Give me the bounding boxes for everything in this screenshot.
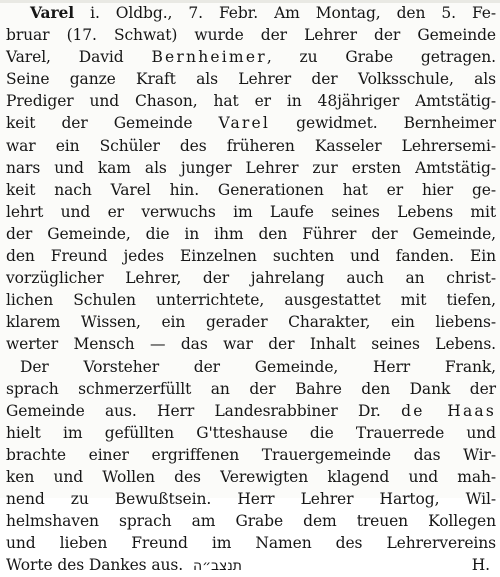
obituary-article xyxy=(6,2,496,576)
article-line-6-pre: keit der Gemeinde xyxy=(6,114,219,133)
article-line-17: Der Vorsteher der Gemeinde, Herr Frank, xyxy=(20,357,496,376)
article-line-23: nend zu Bewußtsein. Herr Lehrer Hartog, Wil- xyxy=(6,490,496,509)
article-line-24: helmshaven sprach am Grabe dem treuen Kollegen xyxy=(6,512,496,531)
article-line-1-text: i. Oldbg., 7. Febr. Am Montag, den 5. Fe- xyxy=(74,4,496,22)
article-line-2: bruar (17. Schwat) wurde der Lehrer der Gemeinde xyxy=(6,26,496,45)
article-line-3-post: , zu Grabe getragen. xyxy=(266,48,496,67)
article-line-13: vorzüglicher Lehrer, der jahrelang auch an christ- xyxy=(6,269,496,288)
article-line-18: sprach schmerzerfüllt an der Bahre den Dank der xyxy=(6,379,496,398)
article-line-26 xyxy=(6,554,496,576)
name-varel: Varel xyxy=(218,114,271,133)
article-line-19-pre: Gemeinde aus. Herr Landesrabbiner Dr. xyxy=(6,401,402,420)
article-line-16: werter Mensch — das war der Inhalt seines Lebens. xyxy=(6,335,496,354)
article-line-11: der Gemeinde, die in ihm den Führer der Gemeinde, xyxy=(6,224,496,243)
article-line-1 xyxy=(6,2,496,24)
name-de-haas: de Haas xyxy=(401,401,496,420)
article-line-22: ken und Wollen des Verewigten klagend und mah- xyxy=(6,467,496,486)
article-line-8: nars und kam als junger Lehrer zur ersten Amtstätig- xyxy=(6,158,496,177)
article-line-6-post: gewidmet. Bernheimer xyxy=(270,114,496,133)
article-line-14: lichen Schulen unterrichtete, ausgestattet mit tiefen, xyxy=(6,291,496,310)
author-signature: H. xyxy=(471,556,490,575)
article-line-10: lehrt und er verwuchs im Laufe seines Lebens mit xyxy=(6,202,496,221)
article-line-3-pre: Varel, David xyxy=(6,48,152,67)
article-line-12: den Freund jedes Einzelnen suchten und fanden. Ein xyxy=(6,247,496,266)
name-bernheimer: Bernheimer xyxy=(151,48,267,67)
article-line-19 xyxy=(6,400,496,422)
article-line-25: und lieben Freund im Namen des Lehrervereins xyxy=(6,534,496,553)
article-line-4: Seine ganze Kraft als Lehrer der Volksschule, als xyxy=(6,70,496,89)
article-line-20: hielt im gefüllten G'tteshause die Trauerrede und xyxy=(6,423,496,442)
article-line-9: keit nach Varel hin. Generationen hat er hier ge- xyxy=(6,180,496,199)
hebrew-abbreviation: תנצב״ה xyxy=(193,558,242,575)
article-line-7: war ein Schüler des früheren Kasseler Lehrersemi- xyxy=(6,136,496,155)
article-line-21: brachte einer ergriffenen Trauergemeinde das Wir- xyxy=(6,445,496,464)
article-line-6 xyxy=(6,112,496,134)
article-line-15: klarem Wissen, ein gerader Charakter, ein liebens- xyxy=(6,313,496,332)
article-line-5: Prediger und Chason, hat er in 48jähriger Amtstätig- xyxy=(6,92,496,111)
article-line-3 xyxy=(6,46,496,68)
place-name: Varel xyxy=(30,3,75,22)
article-line-26-pre: Worte des Dankes aus. xyxy=(6,556,184,575)
